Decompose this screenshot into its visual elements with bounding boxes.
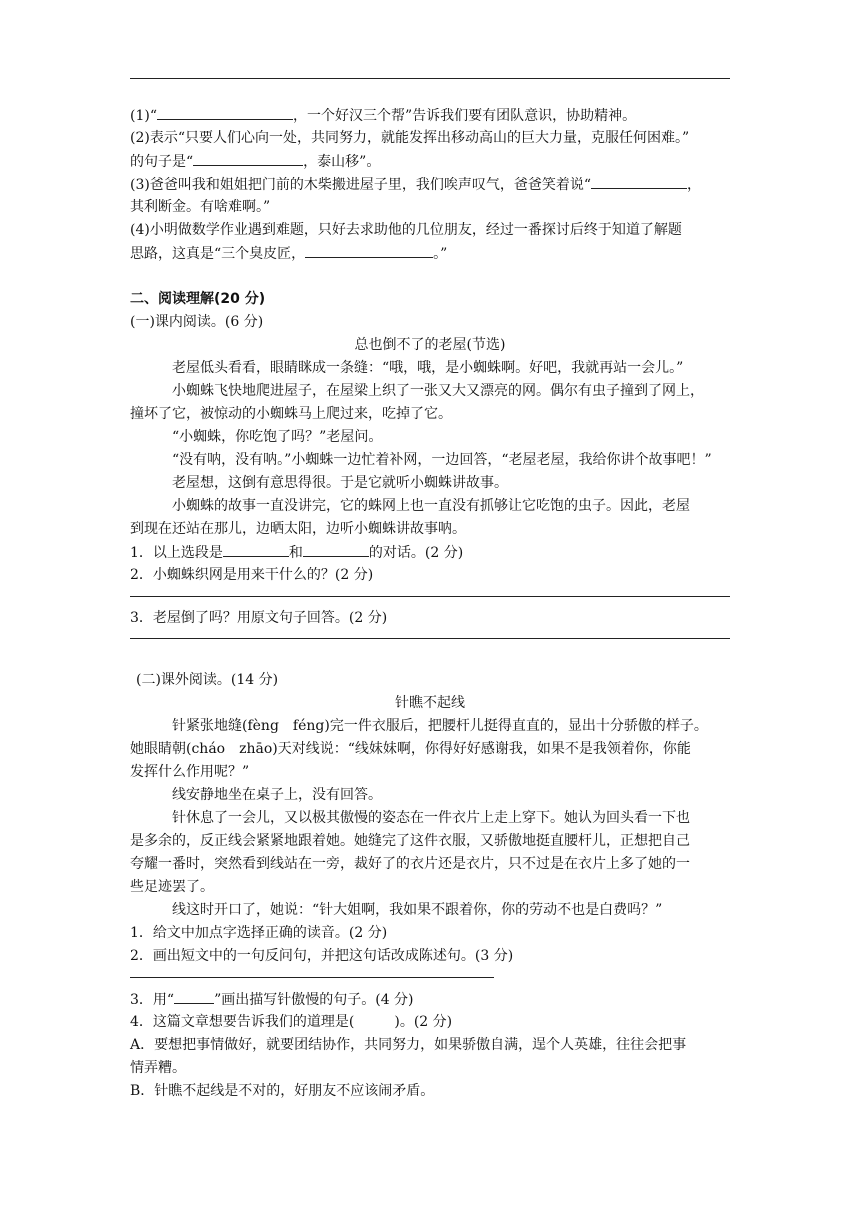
question-1-3-cont: 其利断金。有啥难啊。” xyxy=(130,199,271,215)
top-divider xyxy=(130,78,730,79)
part-2-question-4: 4．这篇文章想要告诉我们的道理是( )。(2 分) xyxy=(130,1014,453,1030)
passage-2-title: 针瞧不起线 xyxy=(395,695,465,711)
question-1-2: (2)表示“只要人们心向一处，共同努力，就能发挥出移动高山的巨大力量，克服任何困难。” xyxy=(130,130,690,146)
passage-2-paragraph: 她眼睛朝(cháo zhāo)天对线说：“线妹妹啊，你得好好感谢我，如果不是我领着你，你能 xyxy=(130,741,691,757)
answer-line[interactable] xyxy=(130,596,730,597)
question-1-2-cont: 的句子是“ ，泰山移”。 xyxy=(130,150,730,172)
part-2-heading: (二)课外阅读。(14 分) xyxy=(136,672,279,688)
passage-2-paragraph: 线这时开口了，她说：“针大姐啊，我如果不跟着你，你的劳动不也是白费吗？” xyxy=(172,902,663,918)
answer-blank[interactable] xyxy=(157,104,293,120)
question-1-4-cont: 思路，这真是“三个臭皮匠， 。” xyxy=(130,242,730,264)
passage-2-paragraph: 夸耀一番时，突然看到线站在一旁，裁好了的衣片还是衣片，只不过是在衣片上多了她的一 xyxy=(130,856,690,872)
passage-2-paragraph: 是多余的，反正线会紧紧地跟着她。她缝完了这件衣服，又骄傲地挺直腰杆儿，正想把自己 xyxy=(130,833,690,849)
passage-1-title: 总也倒不了的老屋(节选) xyxy=(354,337,506,353)
passage-2-paragraph: 发挥什么作用呢？” xyxy=(130,764,250,780)
passage-1-paragraph: 撞坏了它，被惊动的小蜘蛛马上爬过来，吃掉了它。 xyxy=(130,406,452,422)
passage-1-paragraph: 老屋想，这倒有意思得很。于是它就听小蜘蛛讲故事。 xyxy=(172,475,508,491)
passage-1-paragraph: 小蜘蛛飞快地爬进屋子，在屋梁上织了一张又大又漂亮的网。偶尔有虫子撞到了网上， xyxy=(172,383,704,399)
part-1-question-2: 2．小蜘蛛织网是用来干什么的？(2 分) xyxy=(130,567,374,583)
section-heading: 二、阅读理解(20 分) xyxy=(130,291,266,307)
part-1-heading: (一)课内阅读。(6 分) xyxy=(130,314,264,330)
answer-blank[interactable] xyxy=(193,150,303,166)
underline-sample xyxy=(174,988,214,1004)
option-b: B．针瞧不起线是不对的，好朋友不应该闹矛盾。 xyxy=(130,1083,435,1099)
part-1-question-1: 1．以上选段是 和 的对话。(2 分) xyxy=(130,541,730,563)
option-a-cont: 情弄糟。 xyxy=(130,1060,186,1076)
passage-2-paragraph: 线安静地坐在桌子上，没有回答。 xyxy=(172,787,382,803)
passage-1-paragraph: 老屋低头看看，眼睛眯成一条缝：“哦，哦，是小蜘蛛啊。好吧，我就再站一会儿。” xyxy=(172,360,684,376)
answer-line[interactable] xyxy=(130,977,494,978)
answer-blank[interactable] xyxy=(305,242,433,258)
question-1-4: (4)小明做数学作业遇到难题，只好去求助他的几位朋友，经过一番探讨后终于知道了解题 xyxy=(130,222,682,238)
passage-2-paragraph: 针休息了一会儿，又以极其傲慢的姿态在一件衣片上走上穿下。她认为回头看一下也 xyxy=(172,810,690,826)
part-2-question-3: 3．用“ ”画出描写针傲慢的句子。(4 分) xyxy=(130,988,730,1010)
part-2-question-1: 1．给文中加点字选择正确的读音。(2 分) xyxy=(130,925,388,941)
question-1-3: (3)爸爸叫我和姐姐把门前的木柴搬进屋子里，我们唉声叹气，爸爸笑着说“ ， xyxy=(130,173,730,195)
answer-blank[interactable] xyxy=(303,541,369,557)
answer-blank[interactable] xyxy=(591,173,687,189)
passage-2-paragraph: 针紧张地缝(fèng féng)完一件衣服后，把腰杆儿挺得直直的，显出十分骄傲的样子。 xyxy=(172,718,708,734)
part-2-question-2: 2．画出短文中的一句反问句，并把这句话改成陈述句。(3 分) xyxy=(130,948,514,964)
answer-blank[interactable] xyxy=(223,541,289,557)
part-1-question-3: 3．老屋倒了吗？用原文句子回答。(2 分) xyxy=(130,610,388,626)
passage-1-paragraph: “小蜘蛛，你吃饱了吗？”老屋问。 xyxy=(172,429,383,445)
option-a: A．要想把事情做好，就要团结协作，共同努力，如果骄傲自满，逞个人英雄，往往会把事 xyxy=(130,1037,687,1053)
passage-1-paragraph: “没有呐，没有呐。”小蜘蛛一边忙着补网，一边回答，“老屋老屋，我给你讲个故事吧！” xyxy=(172,452,712,468)
passage-1-paragraph: 到现在还站在那儿，边晒太阳，边听小蜘蛛讲故事呐。 xyxy=(130,521,466,537)
question-1-1: (1)“ ，一个好汉三个帮”告诉我们要有团队意识，协助精神。 xyxy=(130,104,730,126)
passage-1-paragraph: 小蜘蛛的故事一直没讲完，它的蛛网上也一直没有抓够让它吃饱的虫子。因此，老屋 xyxy=(172,498,690,514)
answer-line[interactable] xyxy=(130,638,730,639)
passage-2-paragraph: 些足迹罢了。 xyxy=(130,879,214,895)
